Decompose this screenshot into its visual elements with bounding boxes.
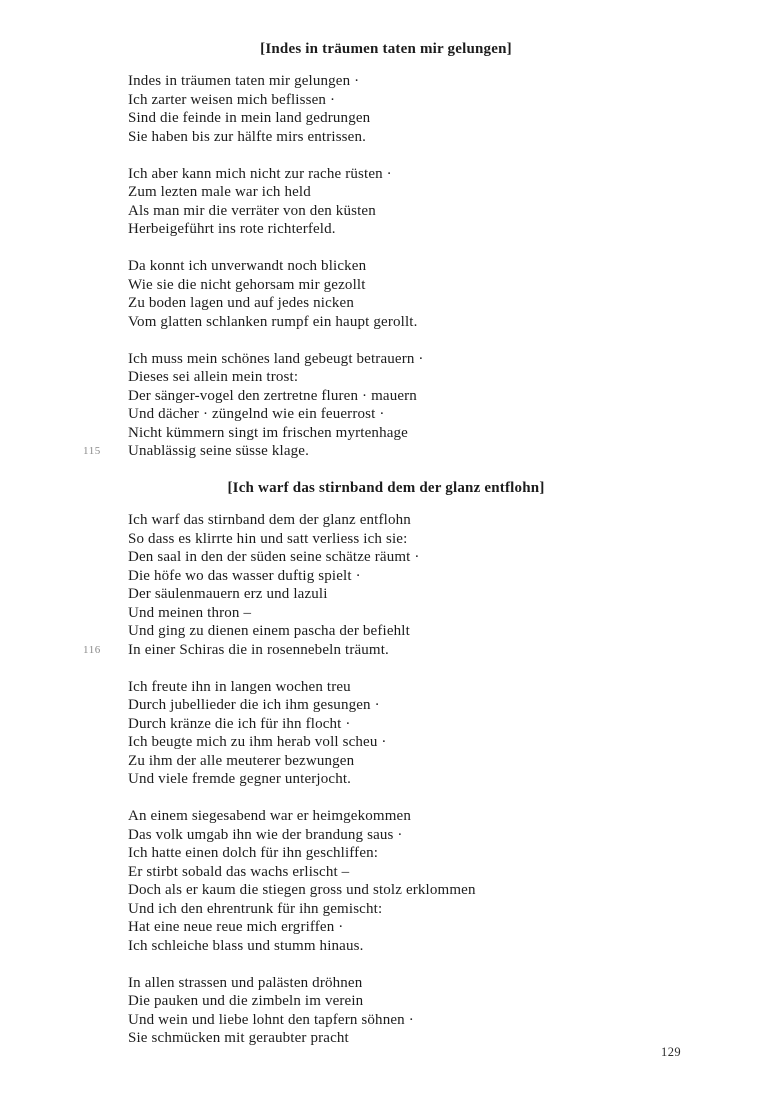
verse-number: 116 xyxy=(83,643,101,656)
poem-line: Das volk umgab ihn wie der brandung saus · xyxy=(128,826,403,843)
poem-line: Herbeigeführt ins rote richterfeld. xyxy=(128,221,336,237)
poem-line: An einem siegesabend war er heimgekommen xyxy=(128,808,411,824)
stanza xyxy=(128,165,644,239)
poem-line: Ich aber kann mich nicht zur rache rüsten · xyxy=(128,165,392,182)
poem-line: Da konnt ich unverwandt noch blicken xyxy=(128,258,367,274)
poem-line: Der säulenmauern erz und lazuli xyxy=(128,586,328,602)
poem xyxy=(83,40,644,461)
poem-line: Der sänger-vogel den zertretne fluren · mauern xyxy=(128,387,417,404)
poem-line: 115 Unablässig seine süsse klage. xyxy=(83,443,309,459)
poetry-text-column xyxy=(83,40,644,1066)
verse-number: 115 xyxy=(83,445,101,457)
poem xyxy=(83,479,644,1048)
poem-line: Ich warf das stirnband dem der glanz entflohn xyxy=(128,512,411,528)
poem-line: Ich muss mein schönes land gebeugt betrauern · xyxy=(128,350,424,367)
poem-line: Dieses sei allein mein trost: xyxy=(128,369,299,385)
stanza xyxy=(83,350,644,461)
poem-line: In allen strassen und palästen dröhnen xyxy=(128,974,363,991)
poem-line: Als man mir die verräter von den küsten xyxy=(128,202,376,219)
poem-line: Und dächer · züngelnd wie ein feuerrost · xyxy=(128,406,385,422)
poem-line: Und wein und liebe lohnt den tapfern söhnen · xyxy=(128,1011,414,1028)
poem-line: Ich hatte einen dolch für ihn geschliffen: xyxy=(128,845,379,861)
poem-line: Vom glatten schlanken rumpf ein haupt gerollt. xyxy=(128,313,418,330)
poem-line: Sie schmücken mit geraubter pracht xyxy=(128,1030,349,1046)
poem-line: Die höfe wo das wasser duftig spielt · xyxy=(128,567,361,584)
poem-line: Durch kränze die ich für ihn flocht · xyxy=(128,715,351,732)
poem-line: Doch als er kaum die stiegen gross und stolz erklommen xyxy=(128,882,476,898)
stanza xyxy=(83,511,644,659)
poem-line: Durch jubellieder die ich ihm gesungen · xyxy=(128,697,380,713)
poem-line: Und ich den ehrentrunk für ihn gemischt: xyxy=(128,900,383,917)
poem-line: 116 In einer Schiras die in rosennebeln träumt. xyxy=(83,641,389,658)
poem-line: Zum lezten male war ich held xyxy=(128,184,311,200)
poem-line: Wie sie die nicht gehorsam mir gezollt xyxy=(128,276,366,293)
poem-line: Ich schleiche blass und stumm hinaus. xyxy=(128,937,364,954)
poem-line: Zu ihm der alle meuterer bezwungen xyxy=(128,752,355,769)
poem-line: Und meinen thron – xyxy=(128,604,252,621)
poem-line: Sie haben bis zur hälfte mirs entrissen. xyxy=(128,128,367,145)
poem-line: Und viele fremde gegner unterjocht. xyxy=(128,771,352,787)
stanza xyxy=(128,678,644,789)
stanza xyxy=(128,974,644,1048)
poem-line: Nicht kümmern singt im frischen myrtenhage xyxy=(128,424,408,441)
poem-line: Ich zarter weisen mich beflissen · xyxy=(128,91,336,108)
stanza xyxy=(128,72,644,146)
poems-container xyxy=(83,40,644,1048)
stanza xyxy=(128,257,644,331)
poem-line: Er stirbt sobald das wachs erlischt – xyxy=(128,863,350,880)
poem-line: Und ging zu dienen einem pascha der befiehlt xyxy=(128,623,410,639)
poem-line: Ich beugte mich zu ihm herab voll scheu · xyxy=(128,734,387,750)
stanza xyxy=(128,807,644,955)
poem-line: Die pauken und die zimbeln im verein xyxy=(128,993,364,1009)
poem-line: Den saal in den der süden seine schätze räumt · xyxy=(128,549,420,565)
page-number: 129 xyxy=(661,1045,681,1059)
poem-line: Indes in träumen taten mir gelungen · xyxy=(128,73,360,89)
poem-line: Ich freute ihn in langen wochen treu xyxy=(128,678,351,695)
poem-line: So dass es klirrte hin und satt verliess ich sie: xyxy=(128,530,408,547)
poem-title: [Indes in träumen taten mir gelungen] xyxy=(260,41,512,57)
poem-line: Zu boden lagen und auf jedes nicken xyxy=(128,295,355,311)
poem-title: [Ich warf das stirnband dem der glanz entflohn] xyxy=(227,480,545,496)
poem-line: Hat eine neue reue mich ergriffen · xyxy=(128,919,344,935)
poem-line: Sind die feinde in mein land gedrungen xyxy=(128,110,371,126)
